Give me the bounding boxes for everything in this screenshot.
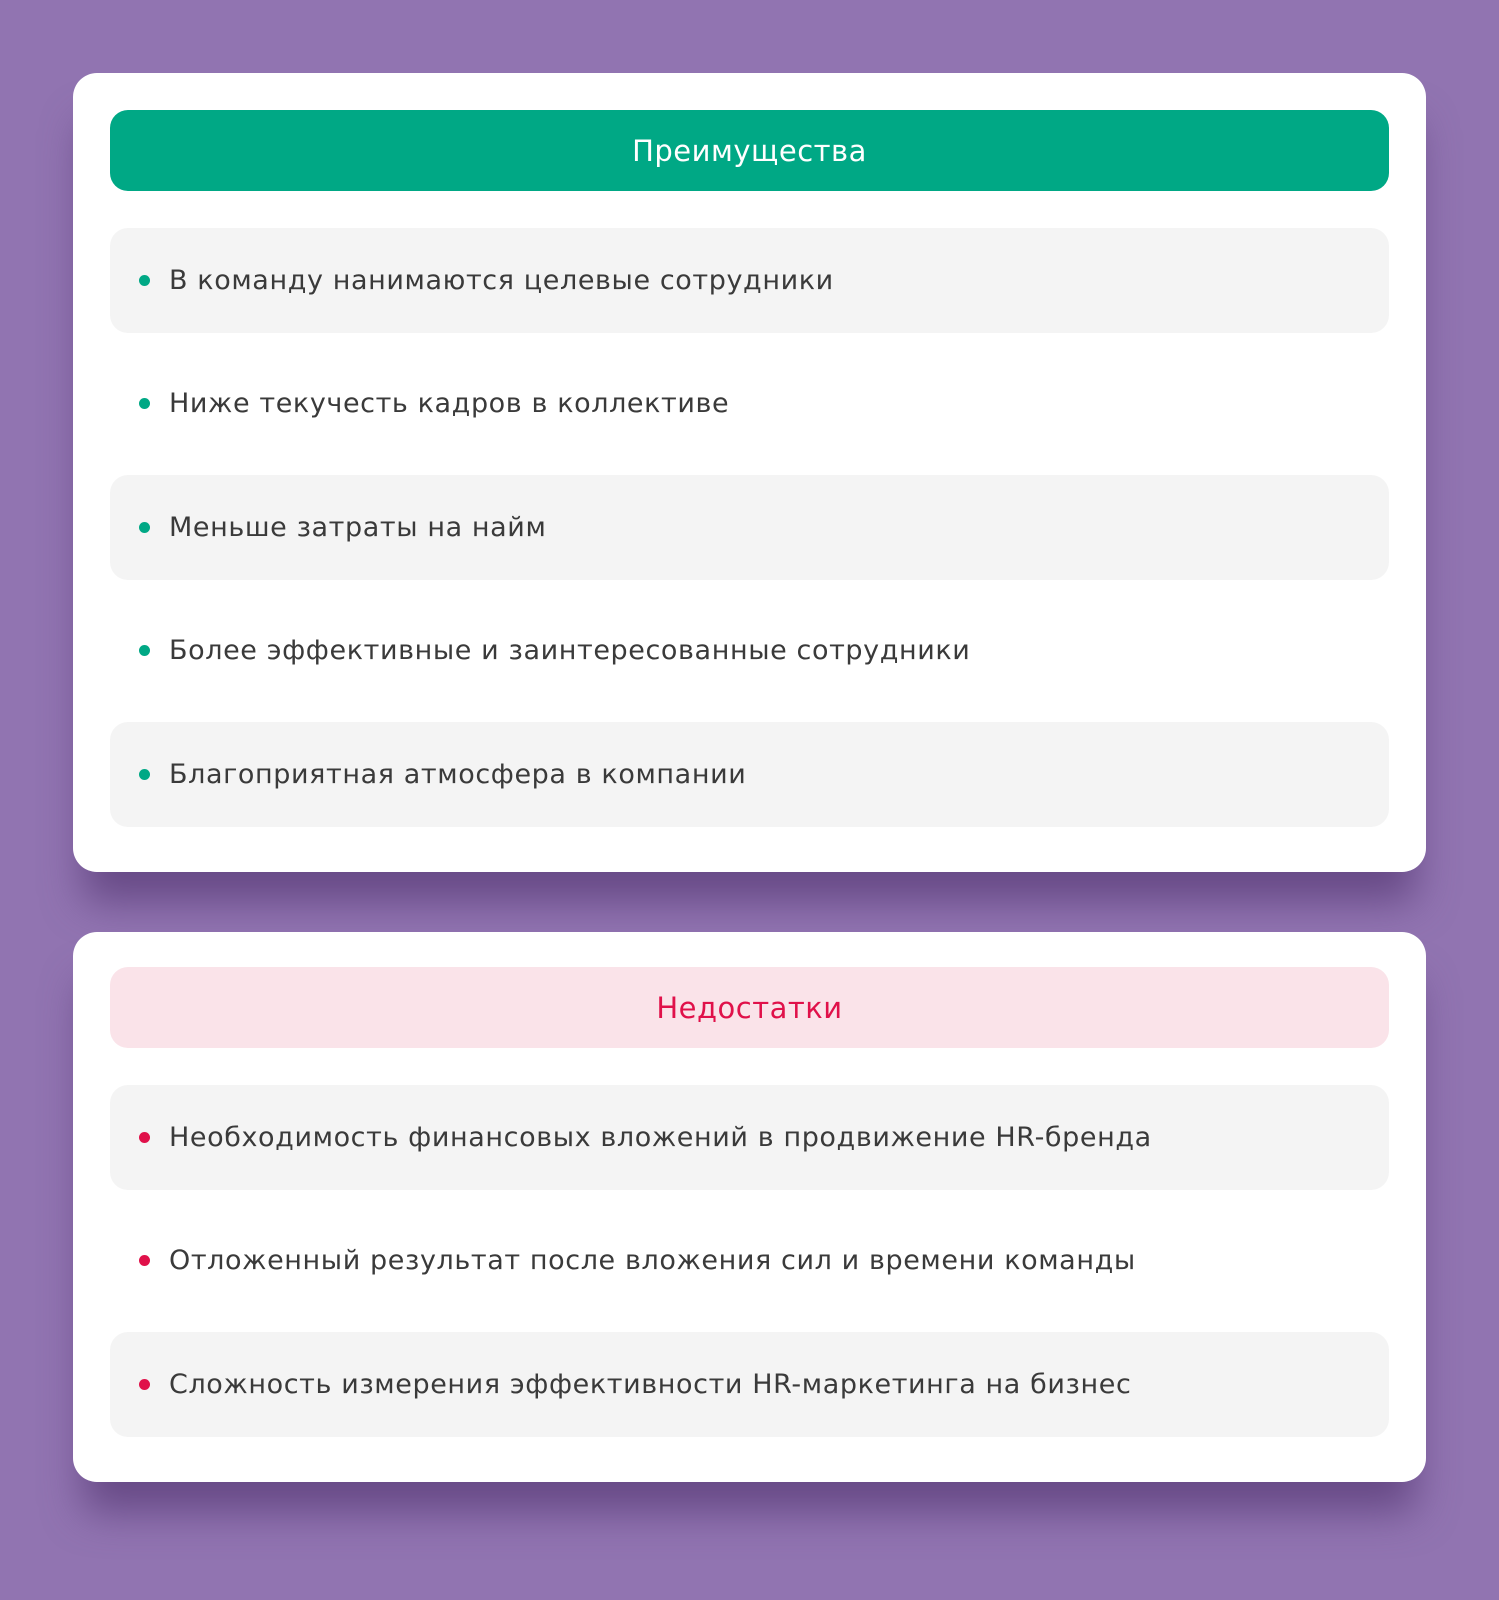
bullet-icon bbox=[139, 769, 150, 780]
list-item bbox=[110, 1332, 1389, 1437]
disadvantages-header: Недостатки bbox=[110, 967, 1389, 1048]
list-item-text: Ниже текучесть кадров в коллективе bbox=[169, 388, 730, 419]
list-item bbox=[110, 1208, 1389, 1313]
list-item bbox=[110, 1085, 1389, 1190]
list-item bbox=[110, 228, 1389, 333]
list-item-text: Меньше затраты на найм bbox=[169, 512, 547, 543]
list-item bbox=[110, 351, 1389, 456]
advantages-card bbox=[73, 73, 1426, 872]
list-item-text: В команду нанимаются целевые сотрудники bbox=[169, 265, 834, 296]
list-item-text: Благоприятная атмосфера в компании bbox=[169, 759, 747, 790]
list-item bbox=[110, 475, 1389, 580]
disadvantages-card bbox=[73, 932, 1426, 1482]
bullet-icon bbox=[139, 1255, 150, 1266]
advantages-header: Преимущества bbox=[110, 110, 1389, 191]
bullet-icon bbox=[139, 645, 150, 656]
bullet-icon bbox=[139, 398, 150, 409]
bullet-icon bbox=[139, 1379, 150, 1390]
list-item-text: Сложность измерения эффективности HR-маркетинга на бизнес bbox=[169, 1369, 1132, 1400]
bullet-icon bbox=[139, 522, 150, 533]
list-item bbox=[110, 722, 1389, 827]
list-item bbox=[110, 598, 1389, 703]
list-item-text: Отложенный результат после вложения сил и времени команды bbox=[169, 1245, 1136, 1276]
list-item-text: Необходимость финансовых вложений в продвижение HR-бренда bbox=[169, 1122, 1152, 1153]
list-item-text: Более эффективные и заинтересованные сотрудники bbox=[169, 635, 971, 666]
bullet-icon bbox=[139, 275, 150, 286]
bullet-icon bbox=[139, 1132, 150, 1143]
